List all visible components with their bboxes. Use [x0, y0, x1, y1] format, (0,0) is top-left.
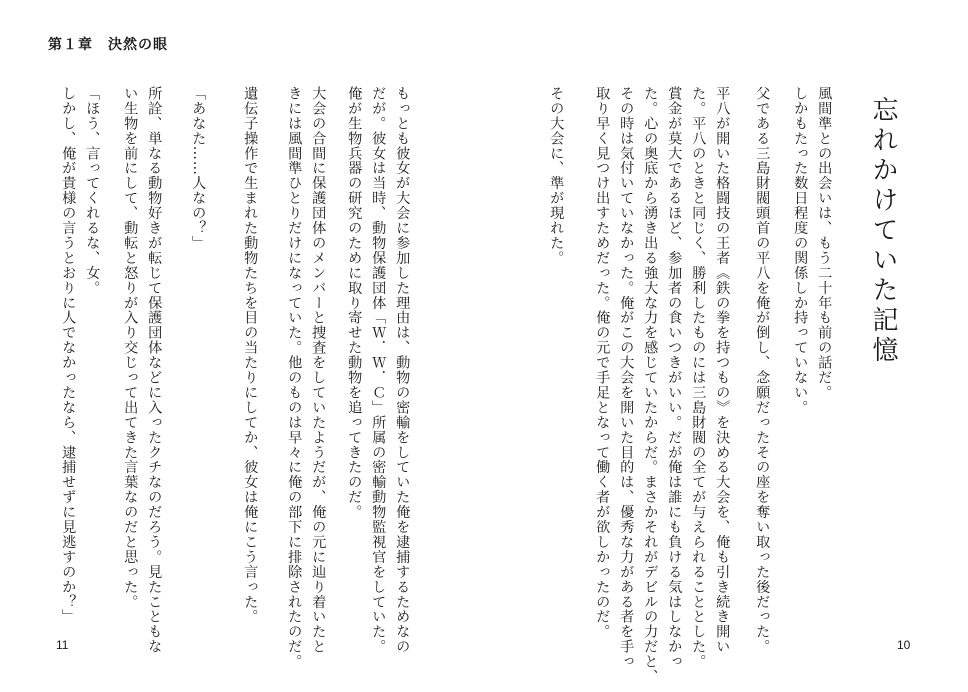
text-column: 「ほう、言ってくれるな、女。	[84, 86, 101, 296]
page-number-right: 10	[897, 638, 911, 652]
text-column: た。平八のときと同じく、勝利したものには三島財閥の全てが与えられることとした。	[690, 86, 707, 670]
text-column: 風間準との出会いは、もう二十年も前の話だ。	[816, 86, 833, 400]
text-column: 大会の合間に保護団体のメンバーと捜査をしていたようだが、俺の元に辿り着いたと	[310, 86, 327, 655]
text-column: 俺が生物兵器の研究のために取り寄せた動物を追ってきたのだ。	[346, 86, 363, 520]
text-column: た。心の奥底から湧き出る強大な力を感じていたからだ。まさかそれがデビルの力だと、	[642, 86, 659, 684]
text-column: しかもたった数日程度の関係しか持っていない。	[792, 86, 809, 415]
section-title: 忘れかけていた記憶	[868, 96, 898, 366]
text-column: だが。彼女は当時、動物保護団体「Ｗ．Ｗ．Ｃ」所属の密輸動物監視官をしていた。	[370, 86, 387, 655]
page-number-left: 11	[56, 638, 69, 652]
text-column: 賞金が莫大であるほど、参加者の食いつきがいい。だが俺は誰にも負ける気はしなかっ	[666, 86, 683, 670]
text-column: 父である三島財閥頭首の平八を俺が倒し、念願だったその座を奪い取った後だった。	[754, 86, 771, 655]
text-column: きには風間準ひとりだけになっていた。他のものは早々に俺の部下に排除されたのだ。	[286, 86, 303, 670]
text-column: もっとも彼女が大会に参加した理由は、動物の密輸をしていた俺を逮捕するためなの	[394, 86, 411, 655]
text-column: 「あなた……人なの？」	[190, 86, 207, 251]
text-column: その大会に、準が現れた。	[548, 86, 565, 266]
text-column: い生物を前にして、動転と怒りが入り交じって出てきた言葉なのだと思った。	[122, 86, 139, 610]
text-column: その時は気付いていなかった。俺がこの大会を開いた目的は、優秀な力がある者を手っ	[618, 86, 635, 670]
chapter-header: 第１章 決然の眼	[48, 37, 168, 53]
text-column: 遺伝子操作で生まれた動物たちを目の当たりにしてか、彼女は俺にこう言った。	[242, 86, 259, 625]
text-column: 所詮、単なる動物好きが転じて保護団体などに入ったクチなのだろう。見たこともな	[146, 86, 163, 655]
text-column: しかし、俺が貴様の言うとおりに人でなかったなら、逮捕せずに見逃すのか？」	[60, 86, 77, 625]
text-column: 平八が開いた格闘技の王者《鉄の拳を持つもの》を決める大会を、俺も引き続き開い	[714, 86, 731, 655]
text-column: 取り早く見つけ出すためだった。俺の元で手足となって働く者が欲しかったのだ。	[594, 86, 611, 640]
